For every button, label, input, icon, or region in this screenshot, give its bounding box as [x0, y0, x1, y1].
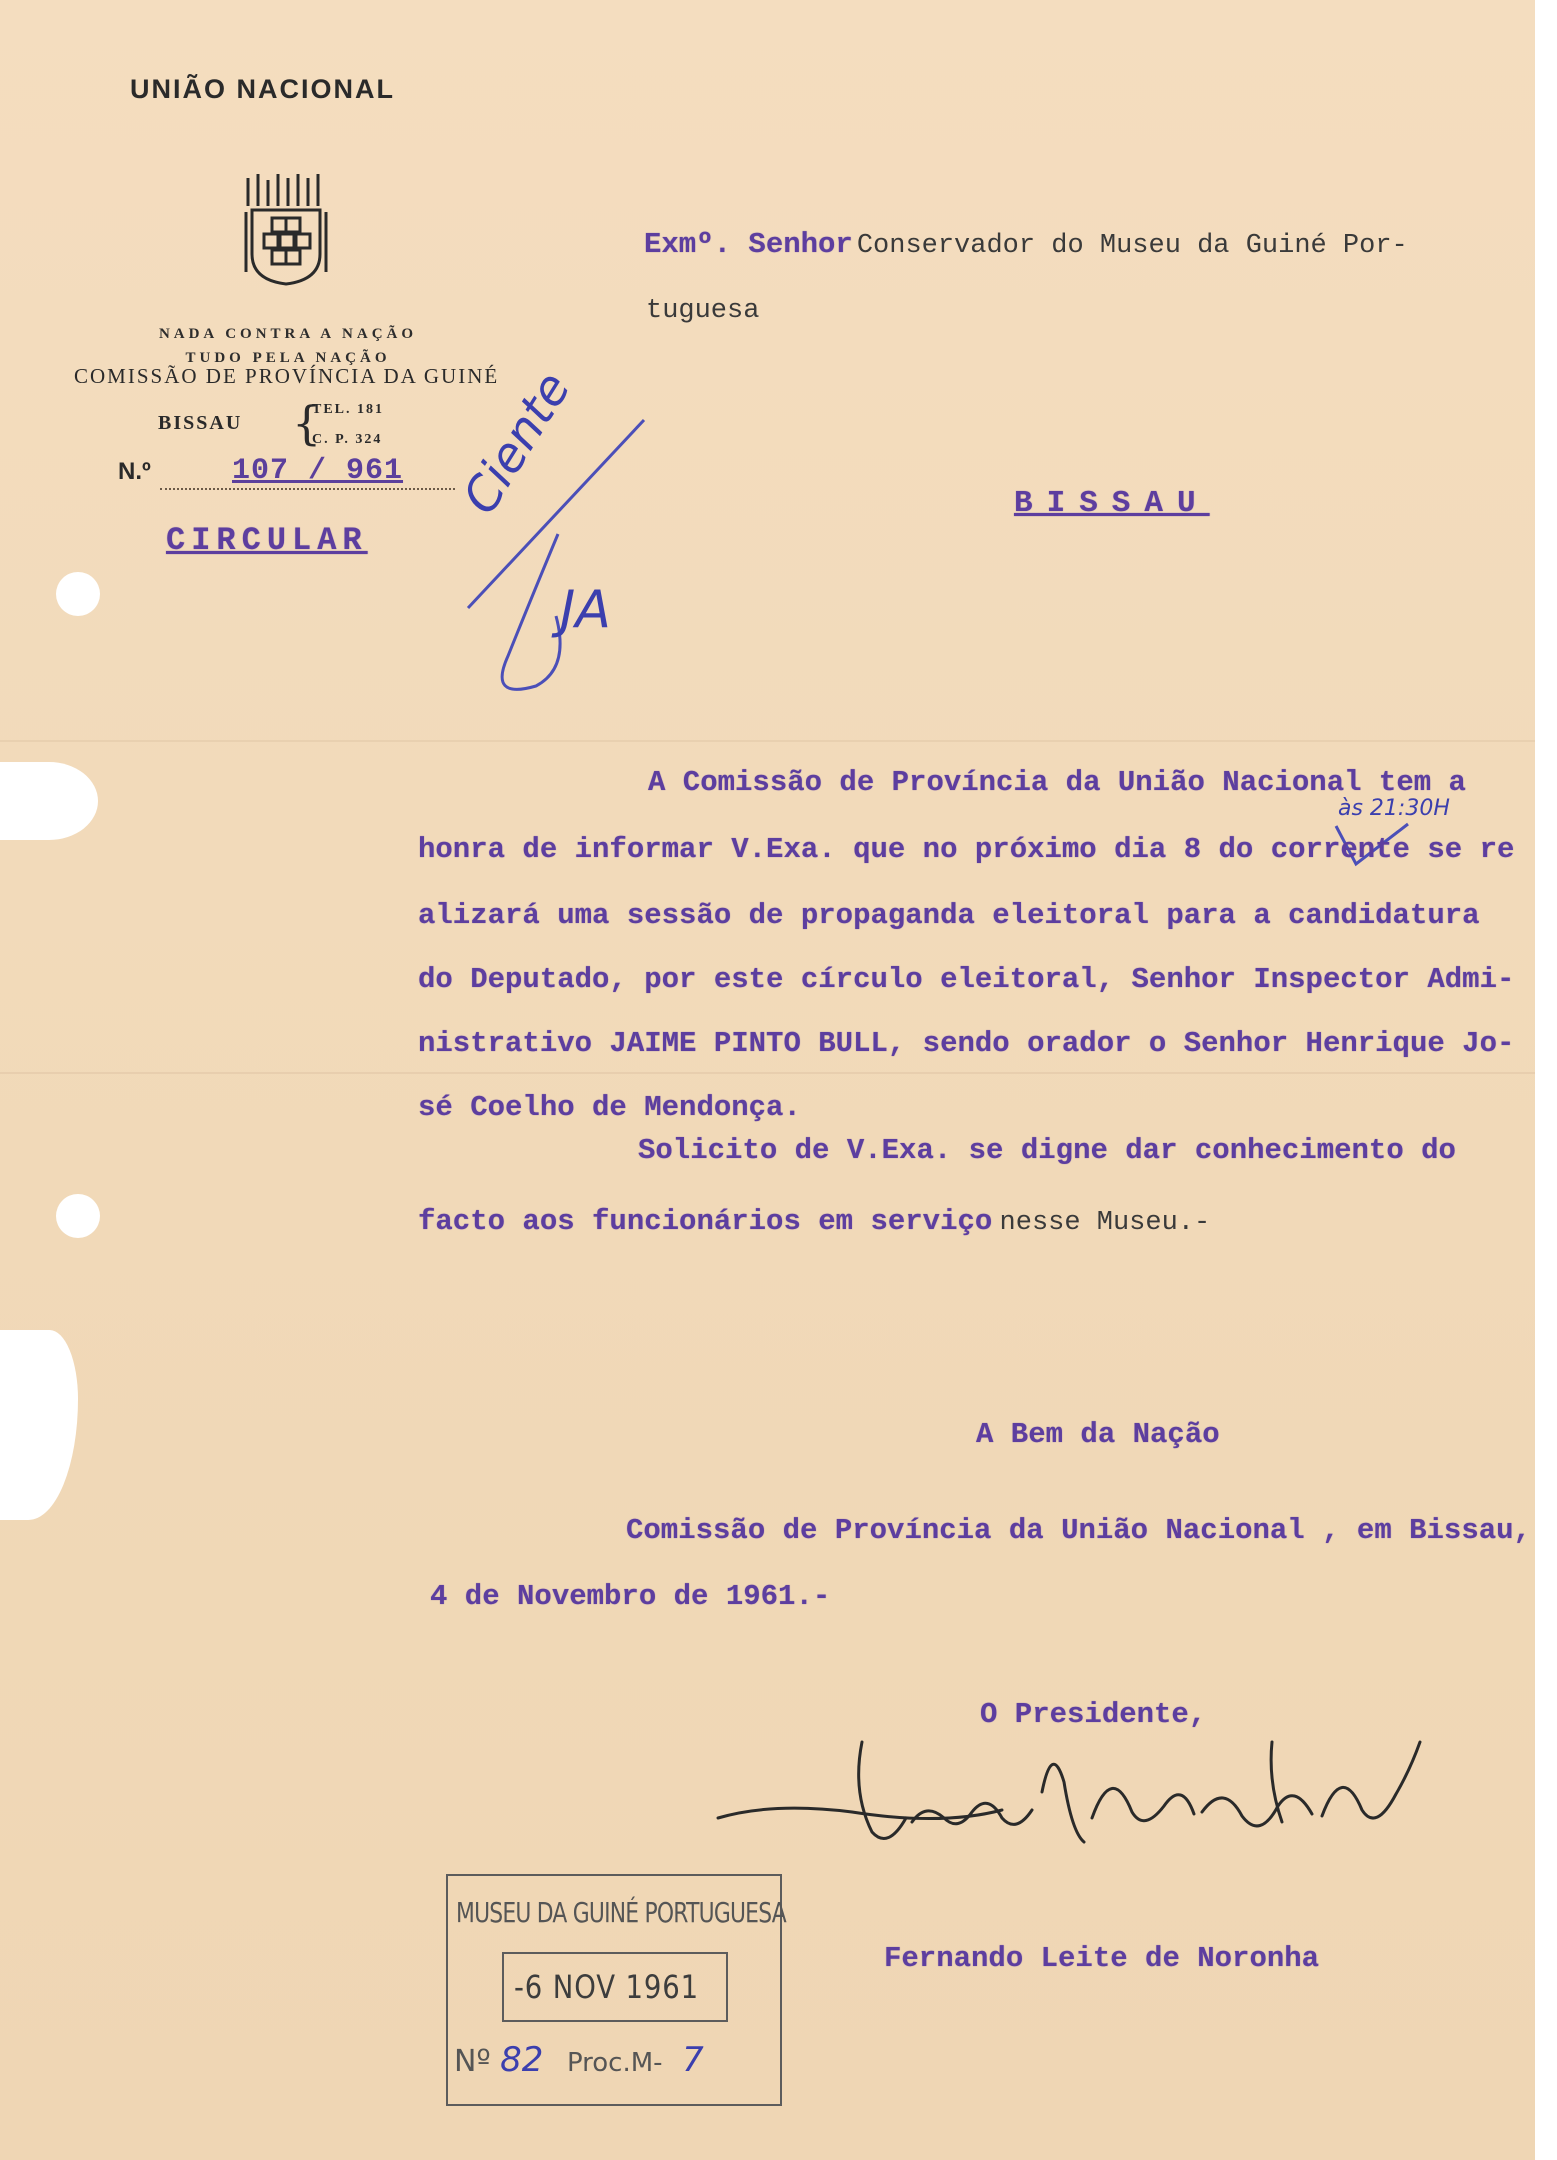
- stamp-date: -6 NOV 1961: [514, 1968, 700, 2006]
- coat-of-arms-icon: [244, 172, 328, 290]
- punch-hole: [56, 572, 100, 616]
- stamp-number-label: Nº: [454, 2044, 491, 2079]
- motto-line: NADA CONTRA A NAÇÃO: [158, 326, 418, 342]
- body-line: honra de informar V.Exa. que no próximo dia 8 do corrente se re: [418, 833, 1515, 866]
- paper-fold: [0, 740, 1535, 742]
- request-black-text: nesse Museu.-: [999, 1208, 1211, 1238]
- torn-edge: [0, 762, 98, 840]
- commission-name: COMISSÃO DE PROVÍNCIA DA GUINÉ: [74, 364, 500, 388]
- handwritten-signature-icon: [712, 1722, 1432, 1872]
- margin-note: Ciente: [452, 362, 582, 524]
- destination-city: BISSAU: [1014, 486, 1210, 521]
- brace-glyph: {: [292, 396, 322, 450]
- body-line: A Comissão de Província da União Nacional tem a: [648, 766, 1466, 799]
- stamp-proc-value: 7: [682, 2040, 704, 2080]
- signatory-name: Fernando Leite de Noronha: [884, 1942, 1320, 1975]
- request-line-2: [418, 1204, 1210, 1238]
- addressee-honorific: Exmº. Senhor: [644, 228, 853, 261]
- request-purple-text: facto aos funcionários em serviço: [418, 1205, 993, 1238]
- stamp-number-row: [454, 2040, 704, 2080]
- telephone: TEL. 181: [312, 402, 385, 417]
- time-insert: às 21:30H: [1338, 796, 1450, 821]
- circular-heading: CIRCULAR: [166, 522, 368, 559]
- body-line: do Deputado, por este círculo eleitoral, Senhor Inspector Admi-: [418, 963, 1515, 996]
- signatory-role: O Presidente,: [980, 1698, 1207, 1731]
- addressee-line-2: tuguesa: [646, 296, 760, 326]
- letterhead-city: BISSAU: [158, 412, 243, 434]
- punch-hole: [56, 1194, 100, 1238]
- number-label: N.º: [118, 458, 151, 485]
- number-dotted-line: [160, 488, 455, 490]
- request-line: Solicito de V.Exa. se digne dar conhecimento do: [638, 1134, 1456, 1167]
- organization-name: UNIÃO NACIONAL: [130, 74, 395, 104]
- closing-date-line: 4 de Novembro de 1961.-: [430, 1580, 831, 1613]
- closing-place-line: Comissão de Província da União Nacional , em Bissau,: [626, 1514, 1531, 1547]
- postal-box: C. P. 324: [312, 432, 383, 447]
- motto-line: TUDO PELA NAÇÃO: [185, 350, 391, 366]
- stamp-number-value: 82: [500, 2040, 544, 2080]
- museum-stamp: [446, 1874, 786, 2106]
- body-line: sé Coelho de Mendonça.: [418, 1091, 801, 1124]
- body-line: nistrativo JAIME PINTO BULL, sendo orador o Senhor Henrique Jo-: [418, 1027, 1515, 1060]
- addressee-title: Conservador do Museu da Guiné Por-: [856, 231, 1408, 261]
- salutation: A Bem da Nação: [976, 1418, 1220, 1451]
- margin-initials: JA: [560, 580, 611, 640]
- stamp-date-box: [502, 1952, 728, 2022]
- stamp-title: MUSEU DA GUINÉ PORTUGUESA: [456, 1896, 786, 1929]
- addressee-line: [644, 228, 1408, 261]
- paper-fold: [0, 1072, 1535, 1074]
- stamp-proc-label: Proc.M-: [566, 2048, 663, 2078]
- reference-number: 107 / 961: [232, 454, 404, 488]
- body-line: alizará uma sessão de propaganda eleitoral para a candidatura: [418, 899, 1480, 932]
